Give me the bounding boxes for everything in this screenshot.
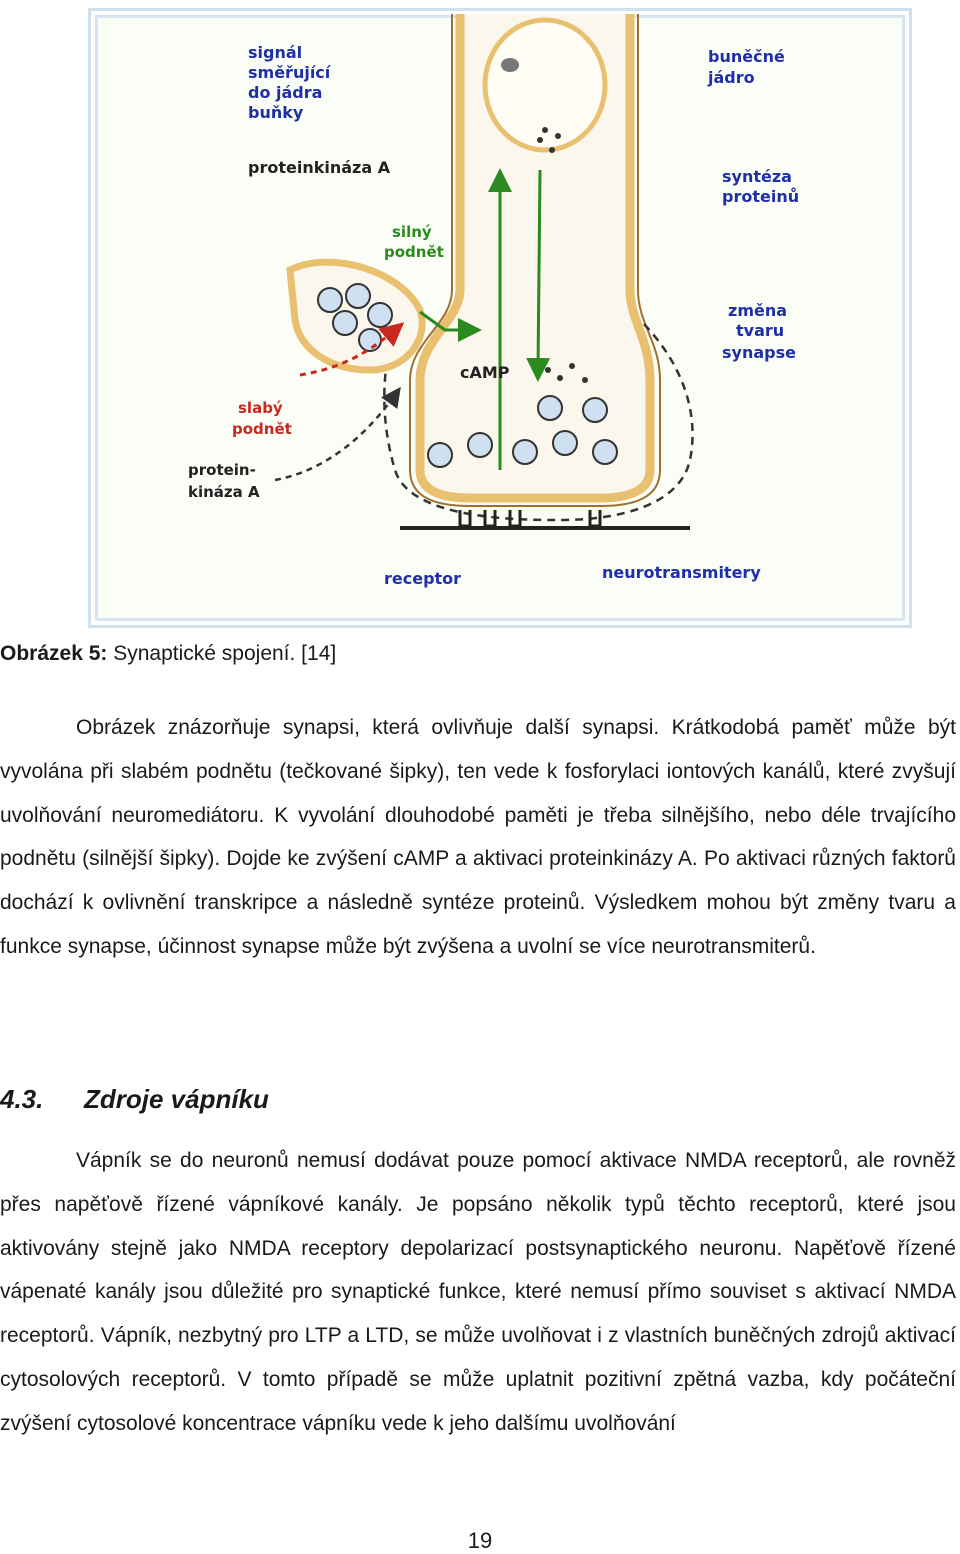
synapse-diagram [0,0,960,640]
label-synthesis-2: proteinů [722,187,800,206]
neuron-membrane [410,14,660,506]
label-weak-2: podnět [232,420,292,438]
label-signal-2: směřující [248,63,331,82]
label-pka-bottom-2: kináza A [188,483,260,501]
label-nucleus-1: buněčné [708,47,785,66]
label-camp: cAMP [460,363,510,382]
paragraph-1-text: Obrázek znázorňuje synapsi, která ovlivňuje další synapsi. Krátkodobá paměť může být vyvolána při slabém podnětu (tečkované šipky), ten vede k fosforylaci iontových kanálů, které zvyšují uvolňování neuromediátoru. K vyvolání dlouhodobé paměti je třeba silnějšího, nebo déle trvajícího podnětu (silnější šipky). Dojde ke zvýšení cAMP a aktivaci proteinkinázy A. Po aktivaci různých faktorů dochází k ovlivnění transkripce a následně syntéze proteinů. Výsledkem mohou být změny tvaru a funkce synapse, účinnost synapse může být zvýšena a uvolní se více neurotransmiterů. [0,716,956,958]
section-heading [0,1084,269,1115]
label-shape-3: synapse [722,343,796,362]
label-receptor: receptor [384,569,462,588]
label-signal-4: buňky [248,103,304,122]
label-pka-top: proteinkináza A [248,158,391,177]
label-neurotransmitters: neurotransmitery [602,563,761,582]
figure-caption [0,642,336,666]
receptors [460,510,600,526]
label-weak-1: slabý [238,399,283,417]
presynaptic-terminal [290,262,422,370]
caption-label: Obrázek 5: [0,642,108,665]
section-title: Zdroje vápníku [84,1084,269,1114]
paragraph-1 [0,706,956,969]
label-strong-2: podnět [384,243,444,261]
pka-arrow [275,395,395,480]
protein-arrow [538,170,540,370]
label-signal-1: signál [248,43,303,62]
paragraph-2-text: Vápník se do neuronů nemusí dodávat pouze pomocí aktivace NMDA receptorů, ale rovněž přes napěťově řízené vápníkové kanály. Je popsáno několik typů těchto receptorů, které jsou aktivovány stejně jako NMDA receptory depolarizací postsynaptického neuronu. Napěťově řízené vápenaté kanály jsou důležité pro synaptické funkce, které nemusí přímo souviset s aktivací NMDA receptorů. Vápník, nezbytný pro LTP a LTD, se může uvolňovat i z vlastních buněčných zdrojů aktivací cytosolových receptorů. V tomto případě se může uplatnit pozitivní zpětná vazba, kdy počáteční zvýšení cytosolové koncentrace vápníku vede k jeho dalšímu uvolňování [0,1149,956,1435]
label-synthesis-1: syntéza [722,167,792,186]
paragraph-2 [0,1139,956,1446]
label-signal-3: do jádra [248,83,323,102]
label-shape-2: tvaru [736,321,785,340]
label-shape-1: změna [728,301,788,320]
page-number: 19 [467,1528,493,1553]
caption-text: Synaptické spojení. [14] [113,642,337,665]
label-strong-1: silný [392,223,432,241]
label-pka-bottom-1: protein- [188,461,256,479]
label-nucleus-2: jádro [708,68,755,87]
section-number: 4.3. [0,1084,44,1114]
